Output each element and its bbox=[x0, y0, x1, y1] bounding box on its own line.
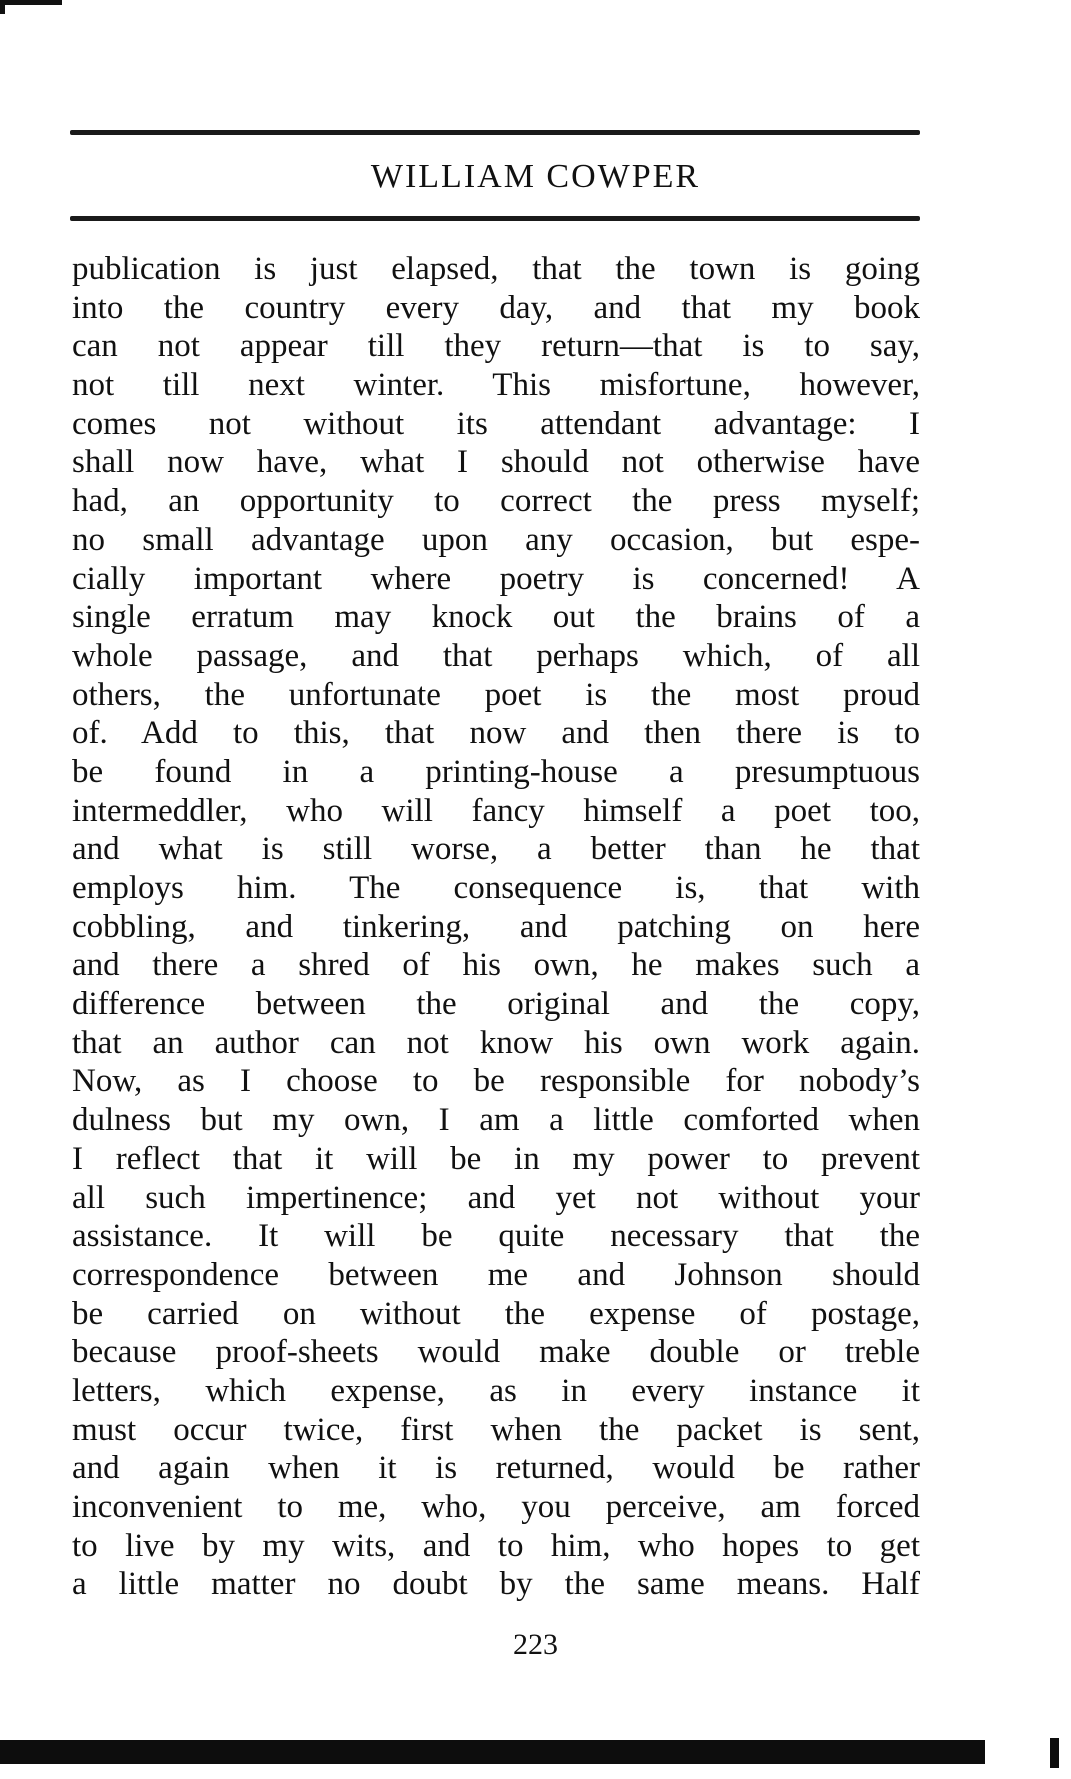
text-line: I reflect that it will be in my power to prevent bbox=[72, 1140, 920, 1177]
text-line: and what is still worse, a better than he that bbox=[72, 831, 920, 868]
body-text bbox=[72, 250, 920, 1604]
text-line: and again when it is returned, would be rather bbox=[72, 1450, 920, 1487]
page-corner-mark bbox=[0, 0, 62, 14]
running-head: WILLIAM COWPER bbox=[370, 158, 701, 195]
text-line: cially important where poetry is concerned! A bbox=[72, 560, 920, 597]
page-bottom-tick bbox=[1050, 1738, 1059, 1768]
text-line: whole passage, and that perhaps which, of all bbox=[72, 637, 920, 674]
header-top-rule bbox=[70, 130, 920, 135]
text-line: intermeddler, who will fancy himself a poet too, bbox=[72, 792, 920, 829]
text-line: assistance. It will be quite necessary that the bbox=[72, 1218, 920, 1255]
text-line: inconvenient to me, who, you perceive, am forced bbox=[72, 1489, 920, 1525]
text-line: difference between the original and the copy, bbox=[72, 986, 920, 1023]
text-line: cobbling, and tinkering, and patching on here bbox=[72, 908, 920, 945]
page-number: 223 bbox=[513, 1628, 558, 1661]
text-line: that an author can not know his own work again. bbox=[72, 1024, 920, 1061]
text-line: correspondence between me and Johnson should bbox=[72, 1256, 920, 1293]
text-line: shall now have, what I should not otherwise have bbox=[72, 444, 920, 481]
text-line: can not appear till they return—that is to say, bbox=[72, 328, 920, 365]
text-line: be carried on without the expense of postage, bbox=[72, 1295, 920, 1332]
text-line: letters, which expense, as in every instance it bbox=[72, 1372, 920, 1409]
text-line: and there a shred of his own, he makes such a bbox=[72, 947, 920, 984]
text-line: all such impertinence; and yet not without your bbox=[72, 1179, 920, 1216]
text-line: publication is just elapsed, that the town is going bbox=[72, 251, 920, 287]
text-line: comes not without its attendant advantage: I bbox=[72, 405, 920, 442]
text-line: single erratum may knock out the brains of a bbox=[72, 599, 920, 636]
text-line: into the country every day, and that my book bbox=[72, 289, 920, 326]
text-line: of. Add to this, that now and then there is to bbox=[72, 715, 920, 752]
text-line: had, an opportunity to correct the press myself; bbox=[72, 483, 920, 520]
text-line: no small advantage upon any occasion, but espe- bbox=[72, 521, 920, 558]
text-line: employs him. The consequence is, that with bbox=[72, 870, 920, 906]
text-line: must occur twice, first when the packet is sent, bbox=[72, 1411, 920, 1448]
text-line: be found in a printing-house a presumptuous bbox=[72, 753, 920, 790]
text-line: others, the unfortunate poet is the most proud bbox=[72, 676, 920, 713]
page-bottom-edge bbox=[0, 1740, 985, 1764]
header-bottom-rule bbox=[70, 216, 920, 221]
text-line: because proof-sheets would make double or treble bbox=[72, 1334, 920, 1371]
text-line: Now, as I choose to be responsible for nobody’s bbox=[72, 1063, 920, 1100]
text-line: not till next winter. This misfortune, however, bbox=[72, 367, 920, 404]
text-line: dulness but my own, I am a little comforted when bbox=[72, 1102, 920, 1139]
text-line: a little matter no doubt by the same means. Half bbox=[72, 1566, 920, 1603]
text-line: to live by my wits, and to him, who hopes to get bbox=[72, 1527, 920, 1564]
